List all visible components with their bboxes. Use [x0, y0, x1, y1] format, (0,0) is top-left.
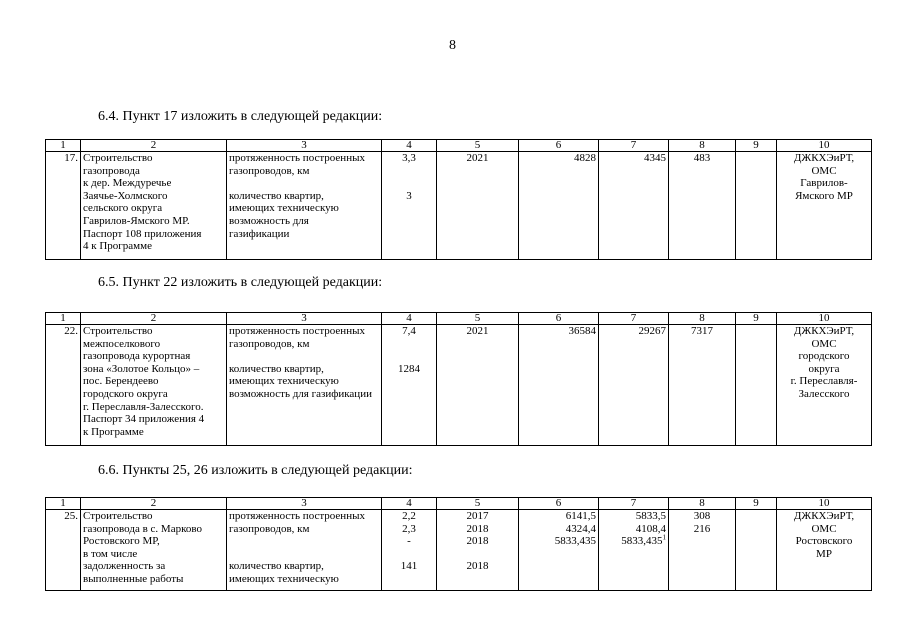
header-cell: 8 [669, 498, 736, 510]
regional-budget-cell [599, 510, 669, 591]
header-cell: 2 [81, 140, 227, 152]
text-line: возможность для [229, 214, 309, 227]
text-line: газопровода [83, 164, 140, 177]
header-cell: 3 [227, 498, 382, 510]
header-cell: 4 [382, 498, 437, 510]
value-line: 4828 [574, 152, 596, 164]
value-line [439, 548, 516, 561]
text-line: сельского округа [83, 202, 163, 215]
value-line: 6141,5 [565, 510, 596, 522]
text-line: Гаврилов- [800, 177, 848, 190]
table-row [46, 325, 872, 446]
text-line: протяженность построенных [229, 510, 365, 522]
value-line [384, 177, 434, 190]
header-cell: 1 [46, 313, 81, 325]
indicator-value-cell [382, 152, 437, 260]
total-cost-cell [519, 325, 599, 446]
table-item-25 [45, 497, 872, 591]
text-line [229, 177, 379, 190]
text-line: городского [798, 350, 850, 363]
text-line: Залесского [798, 387, 850, 400]
value-line: 4345 [644, 152, 666, 164]
header-cell: 5 [437, 313, 519, 325]
header-cell: 6 [519, 313, 599, 325]
indicator-value-cell [382, 510, 437, 591]
text-line: ОМС [811, 337, 837, 350]
text-line: имеющих техническую [229, 572, 339, 585]
text-line: Гаврилов-Ямского МР. [83, 214, 190, 227]
text-line: Заячье-Холмского [83, 189, 168, 202]
value-line: 2021 [466, 152, 489, 164]
value-line: 7317 [691, 325, 713, 337]
regional-budget-cell [599, 325, 669, 446]
value-line: 2021 [466, 325, 489, 337]
text-line: возможность для газификации [229, 387, 372, 400]
text-line: Строительство [83, 325, 153, 337]
page-number: 8 [449, 38, 456, 53]
value-line [384, 350, 434, 363]
text-line: в том числе [83, 547, 138, 560]
local-budget-cell [669, 510, 736, 591]
header-cell: 2 [81, 313, 227, 325]
header-cell: 9 [736, 140, 777, 152]
value-line: 5833,5 [635, 510, 666, 522]
header-cell: 10 [777, 498, 872, 510]
text-line: выполненные работы [83, 572, 184, 585]
value-line: - [407, 535, 411, 548]
text-line: ОМС [811, 522, 837, 535]
value-line: 2,3 [402, 522, 416, 535]
value-line: 4324,4 [565, 522, 596, 535]
text-line: протяженность построенных [229, 325, 365, 337]
executor-cell [777, 325, 872, 446]
text-line: Ростовского МР, [83, 535, 160, 548]
text-line: газопроводов, км [229, 522, 310, 535]
table-header-row [46, 140, 872, 152]
value-line: 4108,4 [635, 522, 666, 535]
header-cell: 5 [437, 140, 519, 152]
indicator-cell [227, 152, 382, 260]
local-budget-cell [669, 152, 736, 260]
text-line: Паспорт 108 приложения [83, 227, 202, 240]
table-header-row [46, 313, 872, 325]
indicator-cell [227, 510, 382, 591]
table-row [46, 510, 872, 591]
header-cell: 1 [46, 140, 81, 152]
executor-cell [777, 152, 872, 260]
text-line: задолженность за [83, 560, 166, 573]
header-cell: 4 [382, 313, 437, 325]
section-heading-6-5: 6.5. Пункт 22 изложить в следующей редакции: [98, 275, 383, 290]
value-line: 7,4 [402, 325, 416, 337]
header-cell: 9 [736, 313, 777, 325]
text-line: Строительство [83, 152, 153, 164]
row-number: 22. [46, 325, 81, 446]
text-line: МР [816, 547, 832, 560]
footnote-marker: 1 [662, 533, 666, 542]
value-line: 36584 [568, 325, 596, 337]
row-number: 17. [46, 152, 81, 260]
header-cell: 5 [437, 498, 519, 510]
value-line [738, 510, 774, 523]
other-sources-cell [736, 510, 777, 591]
header-cell: 6 [519, 140, 599, 152]
total-cost-cell [519, 152, 599, 260]
text-line: имеющих техническую [229, 202, 339, 215]
project-name-cell [81, 510, 227, 591]
value-line: 1284 [398, 362, 420, 375]
text-line: зона «Золотое Кольцо» – [83, 362, 200, 375]
text-line [229, 548, 379, 561]
text-line: к дер. Междуречье [83, 177, 172, 190]
header-cell: 10 [777, 313, 872, 325]
text-line: Строительство [83, 510, 153, 522]
text-line [229, 535, 379, 548]
year-cell [437, 510, 519, 591]
table-row [46, 152, 872, 260]
header-cell: 7 [599, 498, 669, 510]
other-sources-cell [736, 152, 777, 260]
indicator-cell [227, 325, 382, 446]
value-line: 2,2 [402, 510, 416, 522]
value-line: 2017 [466, 510, 489, 522]
table-item-22 [45, 312, 872, 446]
value-line: 2018 [466, 560, 489, 573]
value-line [601, 535, 666, 548]
value-line: 483 [693, 152, 711, 164]
indicator-value-cell [382, 325, 437, 446]
text-line: газопровода в с. Марково [83, 522, 202, 535]
text-line: 4 к Программе [83, 240, 152, 253]
value-line [384, 548, 434, 561]
year-cell [437, 152, 519, 260]
value-line: 216 [693, 522, 711, 535]
text-line: ДЖКХЭиРТ, [793, 510, 855, 522]
header-cell: 7 [599, 313, 669, 325]
value-line: 308 [693, 510, 711, 522]
value-line [738, 152, 774, 165]
header-cell: 1 [46, 498, 81, 510]
table-item-17 [45, 139, 872, 260]
header-cell: 4 [382, 140, 437, 152]
text-line: Паспорт 34 приложения 4 [83, 413, 205, 426]
text-line: Ростовского [795, 535, 853, 548]
regional-budget-cell [599, 152, 669, 260]
header-cell: 2 [81, 498, 227, 510]
text-line: городского округа [83, 387, 168, 400]
value-line: 141 [400, 560, 418, 573]
year-cell [437, 325, 519, 446]
value-line: 5833,435 [554, 535, 596, 548]
value-line: 3 [406, 189, 412, 202]
header-cell: 8 [669, 140, 736, 152]
value-line: 29267 [638, 325, 666, 337]
row-number: 25. [46, 510, 81, 591]
text-line: имеющих техническую [229, 375, 339, 388]
text-line: газопровода курортная [83, 350, 191, 363]
other-sources-cell [736, 325, 777, 446]
text-line: протяженность построенных [229, 152, 365, 164]
header-cell: 6 [519, 498, 599, 510]
text-line: ОМС [811, 164, 837, 177]
table-header-row [46, 498, 872, 510]
text-line: г. Переславля-Залесского. [83, 400, 204, 413]
value-line [738, 325, 774, 338]
value-line: 2018 [466, 535, 489, 548]
text-line [229, 350, 379, 363]
text-line: газификации [229, 227, 290, 240]
header-cell: 3 [227, 313, 382, 325]
project-name-cell [81, 152, 227, 260]
section-heading-6-6: 6.6. Пункты 25, 26 изложить в следующей редакции: [98, 463, 413, 478]
value-text: 5833,435 [621, 535, 663, 548]
text-line: пос. Берендеево [83, 375, 159, 388]
text-line: ДЖКХЭиРТ, [793, 152, 855, 164]
header-cell: 8 [669, 313, 736, 325]
text-line: Ямского МР [795, 189, 853, 202]
header-cell: 9 [736, 498, 777, 510]
project-name-cell [81, 325, 227, 446]
text-line: к Программе [83, 425, 144, 438]
local-budget-cell [669, 325, 736, 446]
text-line: ДЖКХЭиРТ, [793, 325, 855, 337]
header-cell: 7 [599, 140, 669, 152]
executor-cell [777, 510, 872, 591]
value-line [384, 165, 434, 178]
header-cell: 3 [227, 140, 382, 152]
text-line: количество квартир, [229, 362, 324, 375]
value-line: 3,3 [402, 152, 416, 164]
text-line: межпоселкового [83, 337, 161, 350]
text-line: газопроводов, км [229, 337, 310, 350]
text-line: количество квартир, [229, 189, 324, 202]
total-cost-cell [519, 510, 599, 591]
value-line [384, 338, 434, 351]
text-line: г. Переславля- [790, 375, 858, 388]
value-line: 2018 [466, 522, 489, 535]
section-heading-6-4: 6.4. Пункт 17 изложить в следующей редакции: [98, 109, 383, 124]
text-line: газопроводов, км [229, 164, 310, 177]
text-line: округа [808, 362, 840, 375]
text-line: количество квартир, [229, 560, 324, 573]
header-cell: 10 [777, 140, 872, 152]
